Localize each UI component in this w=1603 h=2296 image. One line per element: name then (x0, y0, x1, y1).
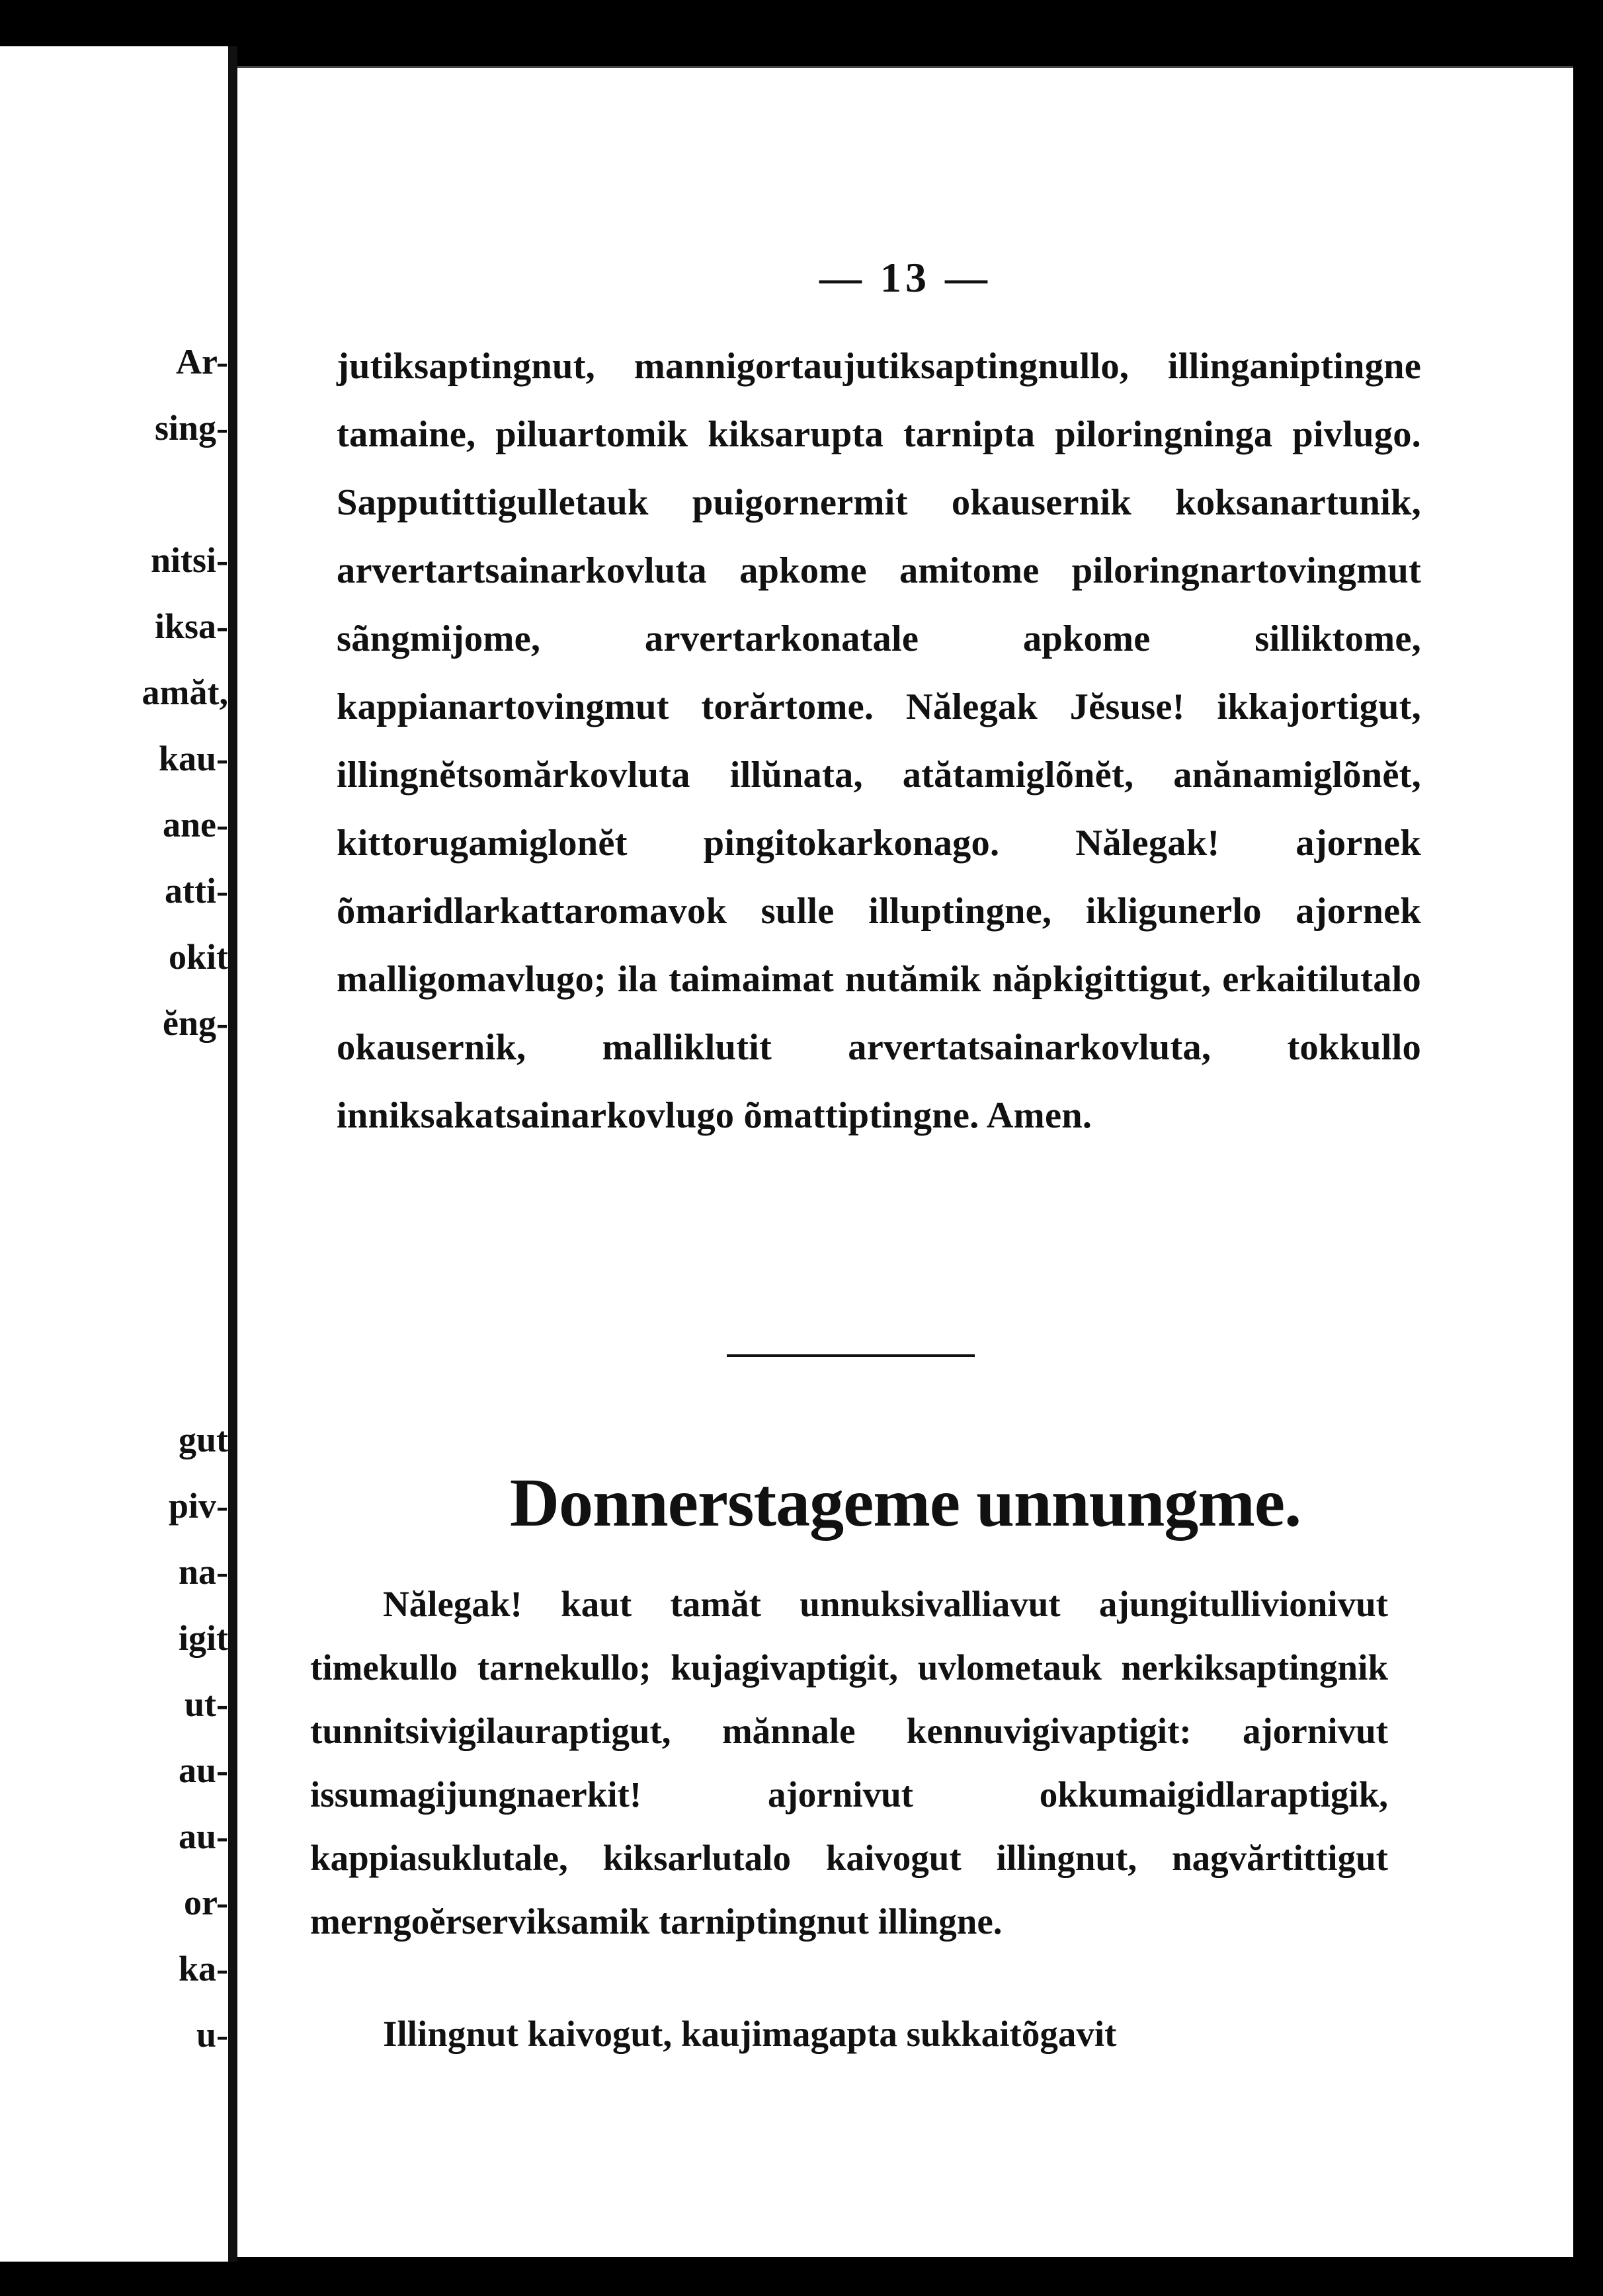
line-fragment: nitsi- (150, 540, 228, 580)
line-fragment: au- (178, 1750, 228, 1790)
line-fragment: atti- (165, 871, 228, 911)
line-fragment: na- (178, 1552, 228, 1592)
line-fragment: Ar- (176, 342, 228, 382)
page-gutter (228, 46, 237, 2262)
prayer-paragraph: Nălegak! kaut tamăt unnuksivalliavut ajungitullivionivut timekullo tarnekullo; kujagivaptigit, uvlometauk nerkiksaptingnik tunnitsivigilauraptigut, mănnale kennuvigivaptigit: ajornivut issumagijungnaerkit! ajornivut okkumaigidlaraptigik, kappiasuklutale, kiksarlutalo kaivogut illingnut, nagvărtittigut merngoĕrserviksamik tarniptingnut illingne. (310, 1584, 1388, 1942)
line-fragment: ut- (185, 1684, 228, 1724)
line-fragment: ĕng- (163, 1003, 228, 1043)
line-fragment: kau- (158, 739, 228, 778)
previous-page-fragment (0, 46, 228, 2262)
prayer-paragraph: jutiksaptingnut, mannigortaujutiksaptingnullo, illinganiptingne tamaine, piluartomik kiksarupta tarnipta piloringninga pivlugo. Sapputittigulletauk puigornermit okausernik koksanartunik, arvertartsainarkovluta apkome amitome piloringnartovingmut sãngmijome, arvertarkonatale apkome silliktome, kappianartovingmut torărtome. Nălegak Jĕsuse! ikkajortigut, illingnĕtsomărkovluta illŭnata, atătamiglõnĕt, anănamiglõnĕt, kittorugamiglonĕt pingitokarkonago. Nălegak! ajornek õmaridlarkattaromavok sulle illuptingne, ikligunerlo ajornek malligomavlugo; ila taimaimat nutămik năpkigittigut, erkaitilutalo okausernik, malliklutit arvertatsainarkovluta, tokkullo inniksakatsainarkovlugo õmattiptingne. Amen. (337, 346, 1421, 1136)
line-fragment: okit (168, 937, 228, 977)
line-fragment: iksa- (154, 606, 228, 646)
line-fragment: sing- (154, 408, 228, 448)
section-heading: Donnerstageme unnungme. (509, 1465, 1301, 1541)
line-fragment: gut (178, 1420, 228, 1459)
line-fragment: amăt, (142, 673, 228, 712)
line-fragment: ka- (178, 1949, 228, 1988)
page-number: — 13 — (819, 254, 991, 301)
line-fragment: u- (196, 2015, 228, 2055)
line-fragment: or- (184, 1883, 228, 1922)
line-fragment: ane- (163, 805, 228, 844)
line-fragment: piv- (168, 1486, 228, 1526)
line-fragment: au- (178, 1817, 228, 1856)
line-fragment: igit (179, 1618, 228, 1658)
prayer-paragraph: Illingnut kaivogut, kaujimagapta sukkaitõgavit (383, 2014, 1117, 2054)
book-page (237, 66, 1573, 2257)
section-divider (727, 1354, 975, 1357)
